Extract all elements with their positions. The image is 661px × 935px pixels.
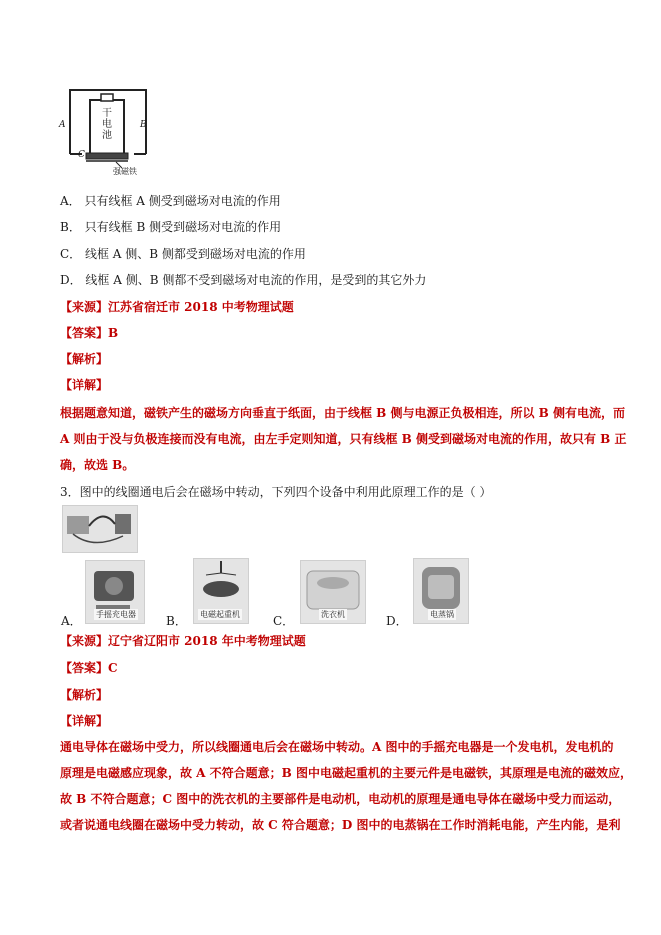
q3-option-b-label: B． <box>166 614 187 628</box>
hand-charger-caption: 手摇充电器 <box>96 610 136 619</box>
q3-source: 【来源】辽宁省辽阳市 2018 年中考物理试题 <box>60 634 306 648</box>
q3-question: 3．图中的线圈通电后会在磁场中转动，下列四个设备中利用此原理工作的是（ ） <box>60 485 492 499</box>
q2-source: 【来源】江苏省宿迁市 2018 中考物理试题 <box>60 300 294 314</box>
steamer-caption: 电蒸锅 <box>430 610 454 619</box>
battery-label: 干电池 <box>102 108 112 141</box>
q3-explanation-line-4: 或者说通电线圈在磁场中受力转动，故 C 符合题意；D 图中的电蒸锅在工作时消耗电能，产生内能，是利 <box>60 818 621 832</box>
q2-option-a: A． 只有线框 A 侧受到磁场对电流的作用 <box>60 194 281 208</box>
q3-option-a-label: A． <box>61 614 82 628</box>
label-b: B <box>140 120 147 130</box>
magnet-caption: 强磁铁 <box>113 167 137 176</box>
circuit-figure <box>58 82 158 182</box>
label-a: A <box>59 120 66 130</box>
electromagnet-crane-photo <box>193 558 249 624</box>
steamer-photo <box>413 558 469 624</box>
electromagnet-crane-caption: 电磁起重机 <box>200 610 240 619</box>
coil-motor-photo <box>62 505 138 553</box>
washing-machine-caption: 洗衣机 <box>321 610 345 619</box>
q2-analysis-tag: 【解析】 <box>60 352 109 366</box>
q3-answer: 【答案】C <box>60 661 118 675</box>
hand-charger-photo <box>85 560 145 624</box>
q3-option-c-label: C． <box>273 614 295 628</box>
q3-explanation-line-3: 故 B 不符合题意；C 图中的洗衣机的主要部件是电动机，电动机的原理是通电导体在磁场中受力而运动， <box>60 792 621 806</box>
q2-option-b: B． 只有线框 B 侧受到磁场对电流的作用 <box>60 220 282 234</box>
q2-answer: 【答案】B <box>60 326 119 340</box>
q2-option-c: C． 线框 A 侧、B 侧都受到磁场对电流的作用 <box>60 247 306 261</box>
washing-machine-photo <box>300 560 366 624</box>
q2-explanation-line-1: 根据题意知道，磁铁产生的磁场方向垂直于纸面，由于线框 B 侧与电源正负极相连，所以 B 侧有电流，而 <box>60 406 626 420</box>
q3-explanation-line-1: 通电导体在磁场中受力，所以线圈通电后会在磁场中转动。A 图中的手摇充电器是一个发电机，发电机的 <box>60 740 614 754</box>
q2-detail-tag: 【详解】 <box>60 378 109 392</box>
label-c: C <box>78 150 85 160</box>
q3-detail-tag: 【详解】 <box>60 714 109 728</box>
q3-option-d-label: D． <box>386 614 408 628</box>
q3-explanation-line-2: 原理是电磁感应现象，故 A 不符合题意；B 图中电磁起重机的主要元件是电磁铁，其原理是电流的磁效应， <box>60 766 632 780</box>
q2-explanation-line-2: A 则由于没与负极连接而没有电流，由左手定则知道，只有线框 B 侧受到磁场对电流的作用，故只有 B 正 <box>60 432 627 446</box>
coil-motor-illustration <box>63 506 137 552</box>
q3-analysis-tag: 【解析】 <box>60 688 109 702</box>
q2-explanation-line-3: 确，故选 B。 <box>60 458 135 472</box>
q2-option-d: D． 线框 A 侧、B 侧都不受到磁场对电流的作用，是受到的其它外力 <box>60 273 427 287</box>
